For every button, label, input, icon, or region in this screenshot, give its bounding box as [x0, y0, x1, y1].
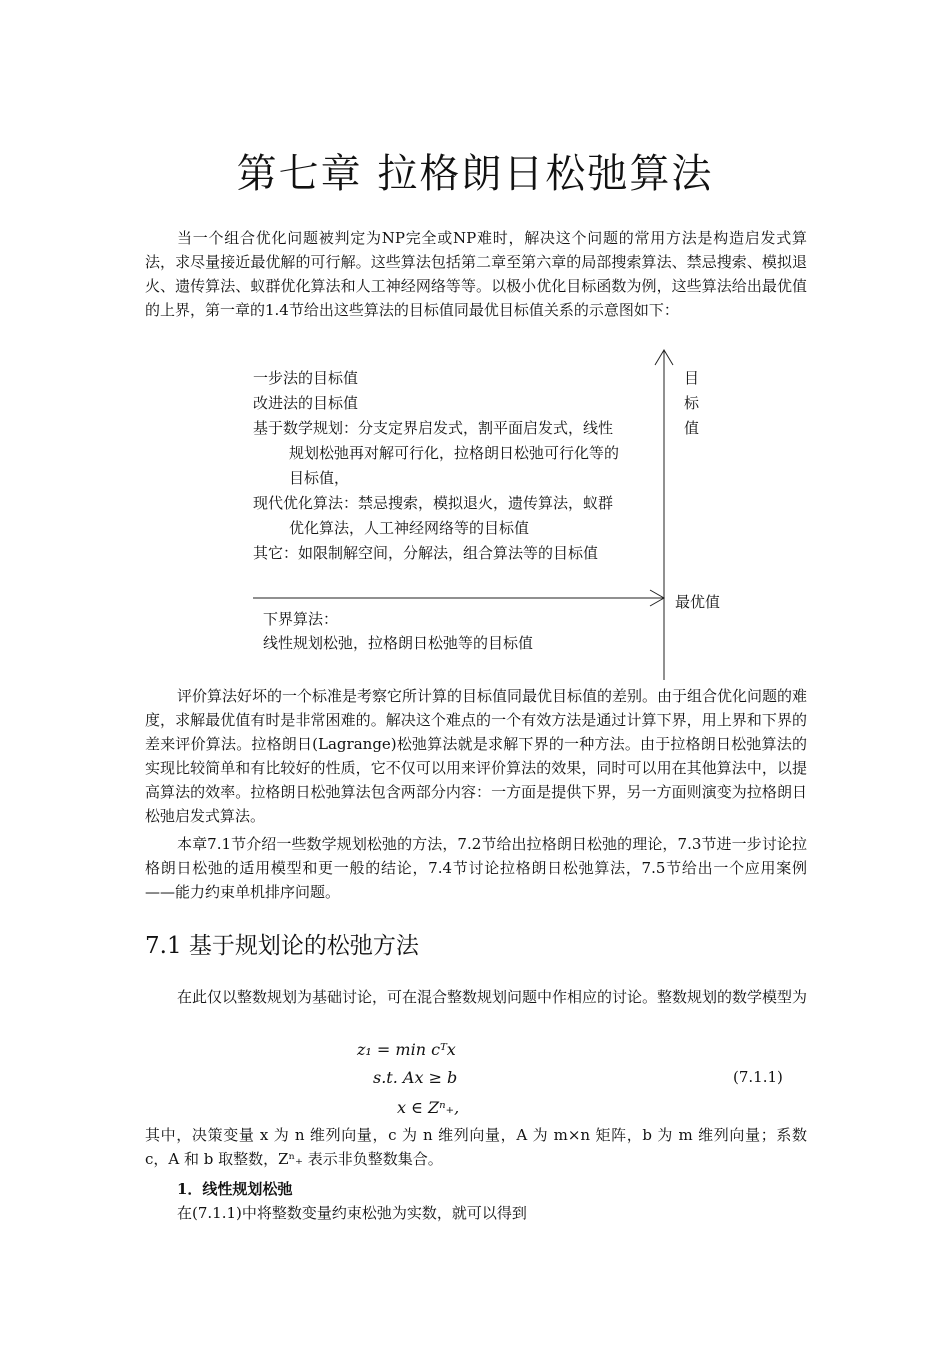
optimal-value-label: 最优值 — [675, 593, 721, 611]
equation-line-objective: z₁ = min cᵀx — [357, 1040, 456, 1059]
upper-item: 优化算法，人工神经网络等的目标值 — [289, 519, 530, 537]
axis-label-char: 目 — [684, 369, 700, 387]
upper-item: 目标值， — [289, 469, 350, 487]
upper-item: 基于数学规划：分支定界启发式，割平面启发式，线性 — [253, 419, 614, 437]
chapter-title: 第七章 拉格朗日松弛算法 — [236, 151, 714, 197]
intro-paragraph: 当一个组合优化问题被判定为NP完全或NP难时，解决这个问题的常用方法是构造启发式算法，求尽量接近最优解的可行解。这些算法包括第二章至第六章的局部搜索算法、禁忌搜索、模拟退火、遗传算法、蚁群优化算法和人工神经网络等等。以极小优化目标函数为例，这些算法给出最优值的上界，第一章的1.4节给出这些算法的目标值同最优目标值关系的示意图如下： — [145, 229, 807, 319]
upper-item: 规划松弛再对解可行化，拉格朗日松弛可行化等的 — [289, 444, 620, 462]
lower-bound-title: 下界算法： — [263, 610, 339, 628]
section-heading: 7.1 基于规划论的松弛方法 — [145, 933, 419, 959]
equation-line-constraint: s.t. Ax ≥ b — [373, 1068, 458, 1087]
variable-definitions: 其中，决策变量 x 为 n 维列向量，c 为 n 维列向量，A 为 m×n 矩阵，b 为 m 维列向量；系数 c，A 和 b 取整数，Zⁿ₊ 表示非负整数集合。 — [145, 1126, 807, 1168]
upper-item: 现代优化算法：禁忌搜索，模拟退火，遗传算法，蚁群 — [253, 494, 614, 512]
chapter-overview-paragraph: 本章7.1节介绍一些数学规划松弛的方法，7.2节给出拉格朗日松弛的理论，7.3节进一步讨论拉格朗日松弛的适用模型和更一般的结论，7.4节讨论拉格朗日松弛算法，7.5节给出一个应用案例——能力约束单机排序问题。 — [145, 835, 807, 901]
evaluation-paragraph: 评价算法好坏的一个标准是考察它所计算的目标值同最优目标值的差别。由于组合优化问题的难度，求解最优值有时是非常困难的。解决这个难点的一个有效方法是通过计算下界，用上界和下界的差来评价算法。拉格朗日(Lagrange)松弛算法就是求解下界的一种方法。由于拉格朗日松弛算法的实现比较简单和有比较好的性质，它不仅可以用来评价算法的效果，同时可以用在其他算法中，以提高算法的效率。拉格朗日松弛算法包含两部分内容：一方面是提供下界，另一方面则演变为拉格朗日松弛启发式算法。 — [145, 687, 808, 825]
upper-item: 一步法的目标值 — [253, 369, 359, 387]
axis-label-char: 标 — [684, 394, 700, 412]
subsection-heading: 1．线性规划松弛 — [177, 1180, 293, 1198]
axis-label-char: 值 — [684, 419, 700, 437]
relaxation-sentence: 在(7.1.1)中将整数变量约束松弛为实数，就可以得到 — [177, 1204, 527, 1222]
lower-bound-text: 线性规划松弛，拉格朗日松弛等的目标值 — [263, 634, 534, 652]
equation-number: (7.1.1) — [733, 1068, 783, 1086]
upper-item: 改进法的目标值 — [253, 394, 359, 412]
model-intro-paragraph: 在此仅以整数规划为基础讨论，可在混合整数规划问题中作相应的讨论。整数规划的数学模型为 — [177, 988, 808, 1006]
upper-item: 其它：如限制解空间，分解法，组合算法等的目标值 — [253, 544, 599, 562]
equation-line-domain: x ∈ Zⁿ₊, — [397, 1098, 460, 1117]
